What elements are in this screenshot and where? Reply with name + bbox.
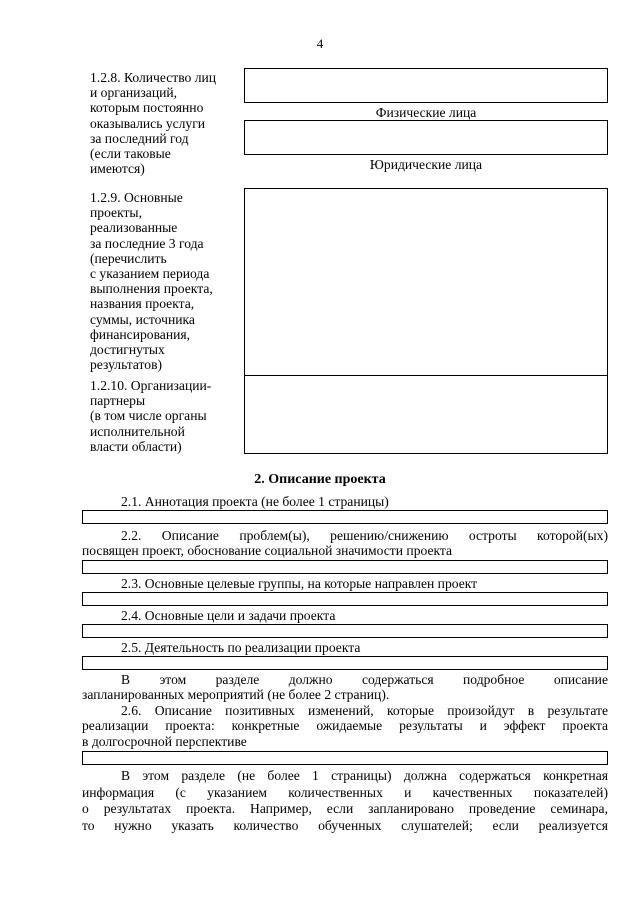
partner-organizations-field[interactable] — [244, 375, 608, 454]
item-2-4-text: 2.4. Основные цели и задачи проекта — [121, 608, 336, 623]
page-number: 4 — [316, 36, 324, 51]
goals-tasks-field[interactable] — [82, 624, 608, 638]
label-1-2-8: 1.2.8. Количество лиц и организаций, которым постоянно оказывались услуги за последний год (если таковые имеются) — [90, 70, 217, 177]
caption-individuals: Физические лица — [375, 105, 477, 120]
problem-description-field[interactable] — [82, 560, 608, 574]
target-groups-field[interactable] — [82, 592, 608, 606]
annotation-field[interactable] — [82, 510, 608, 524]
legal-entities-count-field[interactable] — [244, 120, 608, 155]
activities-field[interactable] — [82, 656, 608, 670]
individuals-count-field[interactable] — [244, 68, 608, 103]
positive-changes-field[interactable] — [82, 751, 608, 765]
label-1-2-10: 1.2.10. Организации- партнеры (в том числе органы исполнительной власти области) — [90, 378, 212, 454]
main-projects-field[interactable] — [244, 188, 608, 376]
label-1-2-9: 1.2.9. Основные проекты, реализованные за последние 3 года (перечислить с указанием периода выполнения проекта, названия проекта, суммы, источника финансирования, достигнутых результатов) — [90, 190, 213, 373]
caption-legal-entities: Юридические лица — [369, 157, 483, 172]
item-2-5-text: 2.5. Деятельность по реализации проекта — [121, 640, 361, 655]
activities-note: В этом разделе должно содержаться подробное описание запланированных мероприятий (не более 2 страниц). — [82, 672, 608, 703]
item-2-3-text: 2.3. Основные целевые группы, на которые направлен проект — [121, 576, 478, 591]
section-2-heading: 2. Описание проекта — [254, 472, 386, 487]
item-2-6-text: 2.6. Описание позитивных изменений, которые произойдут в результате реализации проекта: конкретные ожидаемые результаты и эффект проекта в долгосрочной перспективе — [82, 703, 608, 749]
item-2-1-text: 2.1. Аннотация проекта (не более 1 страницы) — [121, 494, 389, 509]
item-2-2-text: 2.2. Описание проблем(ы), решению/снижению остроты которой(ых) посвящен проект, обоснование социальной значимости проекта — [82, 528, 608, 559]
results-guidance-text: В этом разделе (не более 1 страницы) должна содержаться конкретная информация (с указанием количественных и качественных показателей) о результатах проекта. Например, если запланировано проведение семинара, то нужно указать количество обученных слушателей; если реализуется — [82, 768, 608, 833]
